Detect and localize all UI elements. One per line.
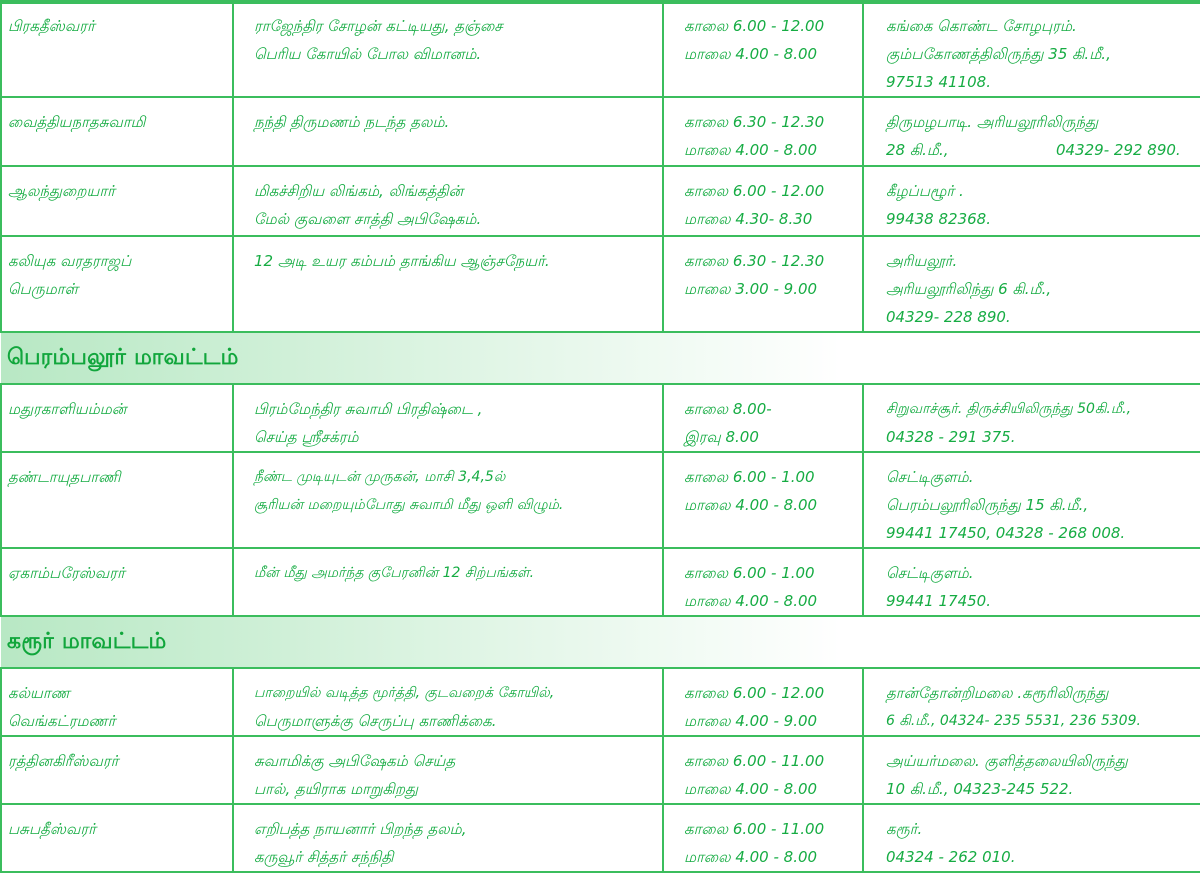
district-title: பெரம்பலூர் மாவட்டம் bbox=[1, 332, 1200, 384]
location-cell-line: அரியலூரிலிந்து 6 கி.மீ., bbox=[886, 280, 1052, 298]
location-cell-line: தான்தோன்றிமலை .கரூரிலிருந்து bbox=[886, 684, 1109, 702]
timings-cell-line: காலை 6.30 - 12.30 bbox=[684, 252, 825, 270]
location-cell bbox=[863, 452, 1200, 548]
deity-cell-line: தண்டாயுதபாணி bbox=[8, 468, 121, 486]
location-cell bbox=[863, 804, 1200, 872]
temple-row bbox=[1, 804, 1200, 872]
location-cell-line: 10 கி.மீ., 04323-245 522. bbox=[886, 780, 1074, 798]
location-cell-line: 04328 - 291 375. bbox=[886, 428, 1016, 446]
deity-cell-line: ஆலந்துறையார் bbox=[8, 182, 115, 200]
temple-row bbox=[1, 668, 1200, 736]
deity-cell bbox=[1, 668, 233, 736]
district-header bbox=[1, 616, 1200, 668]
location-cell-line: செட்டிகுளம். bbox=[886, 564, 974, 582]
feature-cell-line: சூரியன் மறையும்போது சுவாமி மீது ஒளி விழும். bbox=[254, 497, 564, 513]
feature-cell-line: கருவூர் சித்தர் சந்நிதி bbox=[254, 848, 394, 866]
feature-cell-line: பால், தயிராக மாறுகிறது bbox=[254, 780, 419, 798]
location-cell bbox=[863, 548, 1200, 616]
temple-row bbox=[1, 384, 1200, 452]
timings-cell-line: மாலை 4.00 - 8.00 bbox=[684, 141, 818, 159]
feature-cell-line: ராஜேந்திர சோழன் கட்டியது, தஞ்சை bbox=[254, 17, 503, 35]
feature-cell-line: மிகச்சிறிய லிங்கம், லிங்கத்தின் bbox=[254, 182, 464, 200]
temple-row bbox=[1, 97, 1200, 166]
timings-cell-line: காலை 6.00 - 11.00 bbox=[684, 820, 825, 838]
deity-cell bbox=[1, 548, 233, 616]
deity-cell-line: ஏகாம்பரேஸ்வரர் bbox=[8, 564, 125, 582]
location-cell-line: அய்யர்மலை. குளித்தலையிலிருந்து bbox=[886, 752, 1128, 770]
district-header bbox=[1, 332, 1200, 384]
location-cell-line: 99441 17450. bbox=[886, 592, 991, 610]
feature-cell bbox=[233, 97, 663, 166]
timings-cell bbox=[663, 452, 863, 548]
feature-cell bbox=[233, 548, 663, 616]
district-title: கரூர் மாவட்டம் bbox=[1, 616, 1200, 668]
location-cell-line: 99438 82368. bbox=[886, 210, 991, 228]
location-cell-line: 97513 41108. bbox=[886, 73, 991, 91]
location-cell bbox=[863, 236, 1200, 332]
location-cell-line: அரியலூர். bbox=[886, 252, 958, 270]
timings-cell bbox=[663, 97, 863, 166]
timings-cell bbox=[663, 166, 863, 236]
timings-cell-line: காலை 8.00- bbox=[684, 400, 772, 418]
timings-cell-line: இரவு 8.00 bbox=[684, 428, 759, 446]
temple-row bbox=[1, 548, 1200, 616]
deity-cell-line: கலியுக வரதராஜப் bbox=[8, 252, 132, 270]
timings-cell-line: மாலை 4.00 - 8.00 bbox=[684, 496, 818, 514]
timings-cell bbox=[663, 384, 863, 452]
timings-cell-line: மாலை 4.00 - 8.00 bbox=[684, 780, 818, 798]
location-cell bbox=[863, 166, 1200, 236]
location-line-combined bbox=[886, 136, 1192, 164]
timings-cell-line: காலை 6.00 - 11.00 bbox=[684, 752, 825, 770]
location-cell-line: 04329- 292 890. bbox=[1056, 141, 1181, 159]
timings-cell-line: காலை 6.00 - 12.00 bbox=[684, 182, 825, 200]
location-cell-line: கும்பகோணத்திலிருந்து 35 கி.மீ., bbox=[886, 45, 1111, 63]
feature-cell-line: எறிபத்த நாயனார் பிறந்த தலம், bbox=[254, 820, 467, 838]
location-cell bbox=[863, 736, 1200, 804]
temple-row bbox=[1, 1, 1200, 97]
deity-cell bbox=[1, 97, 233, 166]
location-cell bbox=[863, 668, 1200, 736]
location-cell-line: திருமழபாடி. அரியலூரிலிருந்து bbox=[886, 113, 1099, 131]
temple-row bbox=[1, 452, 1200, 548]
timings-cell bbox=[663, 236, 863, 332]
feature-cell bbox=[233, 236, 663, 332]
timings-cell bbox=[663, 736, 863, 804]
temple-row bbox=[1, 166, 1200, 236]
timings-cell bbox=[663, 1, 863, 97]
location-cell bbox=[863, 97, 1200, 166]
feature-cell bbox=[233, 452, 663, 548]
timings-cell-line: மாலை 3.00 - 9.00 bbox=[684, 280, 818, 298]
feature-cell-line: பிரம்மேந்திர சுவாமி பிரதிஷ்டை , bbox=[254, 400, 483, 418]
timings-cell-line: மாலை 4.00 - 8.00 bbox=[684, 592, 818, 610]
location-cell-line: 99441 17450, 04328 - 268 008. bbox=[886, 524, 1126, 542]
feature-cell bbox=[233, 384, 663, 452]
timings-cell bbox=[663, 804, 863, 872]
deity-cell-line: மதுரகாளியம்மன் bbox=[8, 400, 127, 418]
deity-cell-line: பிரகதீஸ்வரர் bbox=[8, 17, 95, 35]
feature-cell bbox=[233, 736, 663, 804]
location-cell-line: பெரம்பலூரிலிருந்து 15 கி.மீ., bbox=[886, 496, 1089, 514]
timings-cell bbox=[663, 548, 863, 616]
location-cell-line: செட்டிகுளம். bbox=[886, 468, 974, 486]
deity-cell-line: வைத்தியநாதசுவாமி bbox=[8, 113, 146, 131]
feature-cell bbox=[233, 804, 663, 872]
timings-cell-line: காலை 6.00 - 12.00 bbox=[684, 684, 825, 702]
deity-cell bbox=[1, 804, 233, 872]
timings-cell-line: மாலை 4.00 - 8.00 bbox=[684, 848, 818, 866]
location-cell-line: 6 கி.மீ., 04324- 235 5531, 236 5309. bbox=[886, 713, 1141, 729]
feature-cell-line: 12 அடி உயர கம்பம் தாங்கிய ஆஞ்சநேயர். bbox=[254, 252, 550, 270]
deity-cell-line: பசுபதீஸ்வரர் bbox=[8, 820, 96, 838]
timings-cell-line: மாலை 4.00 - 8.00 bbox=[684, 45, 818, 63]
feature-cell bbox=[233, 166, 663, 236]
feature-cell-line: மேல் குவளை சாத்தி அபிஷேகம். bbox=[254, 210, 482, 228]
feature-cell-line: நந்தி திருமணம் நடந்த தலம். bbox=[254, 113, 450, 131]
timings-cell-line: காலை 6.30 - 12.30 bbox=[684, 113, 825, 131]
deity-cell-line: பெருமாள் bbox=[8, 280, 79, 298]
feature-cell-line: சுவாமிக்கு அபிஷேகம் செய்த bbox=[254, 752, 456, 770]
deity-cell bbox=[1, 384, 233, 452]
location-cell-line: 28 கி.மீ., bbox=[886, 141, 949, 159]
feature-cell-line: செய்த ஸ்ரீசக்ரம் bbox=[254, 428, 359, 446]
feature-cell bbox=[233, 1, 663, 97]
deity-cell bbox=[1, 166, 233, 236]
deity-cell bbox=[1, 1, 233, 97]
feature-cell-line: நீண்ட முடியுடன் முருகன், மாசி 3,4,5ல் bbox=[254, 469, 506, 485]
feature-cell-line: பெரிய கோயில் போல விமானம். bbox=[254, 45, 482, 63]
feature-cell-line: பெருமாளுக்கு செருப்பு காணிக்கை. bbox=[254, 712, 497, 730]
feature-cell-line: மீன் மீது அமர்ந்த குபேரனின் 12 சிற்பங்கள். bbox=[254, 565, 535, 581]
location-cell-line: கரூர். bbox=[886, 820, 923, 838]
location-cell-line: 04324 - 262 010. bbox=[886, 848, 1016, 866]
location-cell-line: கீழப்பழூர் . bbox=[886, 182, 964, 200]
timings-cell-line: காலை 6.00 - 1.00 bbox=[684, 468, 815, 486]
deity-cell-line: வெங்கட்ரமணர் bbox=[8, 712, 116, 730]
timings-cell bbox=[663, 668, 863, 736]
location-cell-line: சிறுவாச்சூர். திருச்சியிலிருந்து 50கி.மீ., bbox=[886, 401, 1132, 417]
location-cell-line: 04329- 228 890. bbox=[886, 308, 1011, 326]
temple-row bbox=[1, 736, 1200, 804]
feature-cell bbox=[233, 668, 663, 736]
timings-cell-line: காலை 6.00 - 12.00 bbox=[684, 17, 825, 35]
feature-cell-line: பாறையில் வடித்த மூர்த்தி, குடவறைக் கோயில், bbox=[254, 685, 555, 701]
deity-cell bbox=[1, 452, 233, 548]
deity-cell bbox=[1, 736, 233, 804]
timings-cell-line: மாலை 4.00 - 9.00 bbox=[684, 712, 818, 730]
deity-cell-line: கல்யாண bbox=[8, 684, 70, 702]
timings-cell-line: மாலை 4.30- 8.30 bbox=[684, 210, 813, 228]
deity-cell bbox=[1, 236, 233, 332]
timings-cell-line: காலை 6.00 - 1.00 bbox=[684, 564, 815, 582]
deity-cell-line: ரத்தினகிரீஸ்வரர் bbox=[8, 752, 119, 770]
location-cell bbox=[863, 1, 1200, 97]
location-cell bbox=[863, 384, 1200, 452]
location-cell-line: கங்கை கொண்ட சோழபுரம். bbox=[886, 17, 1077, 35]
temple-row bbox=[1, 236, 1200, 332]
